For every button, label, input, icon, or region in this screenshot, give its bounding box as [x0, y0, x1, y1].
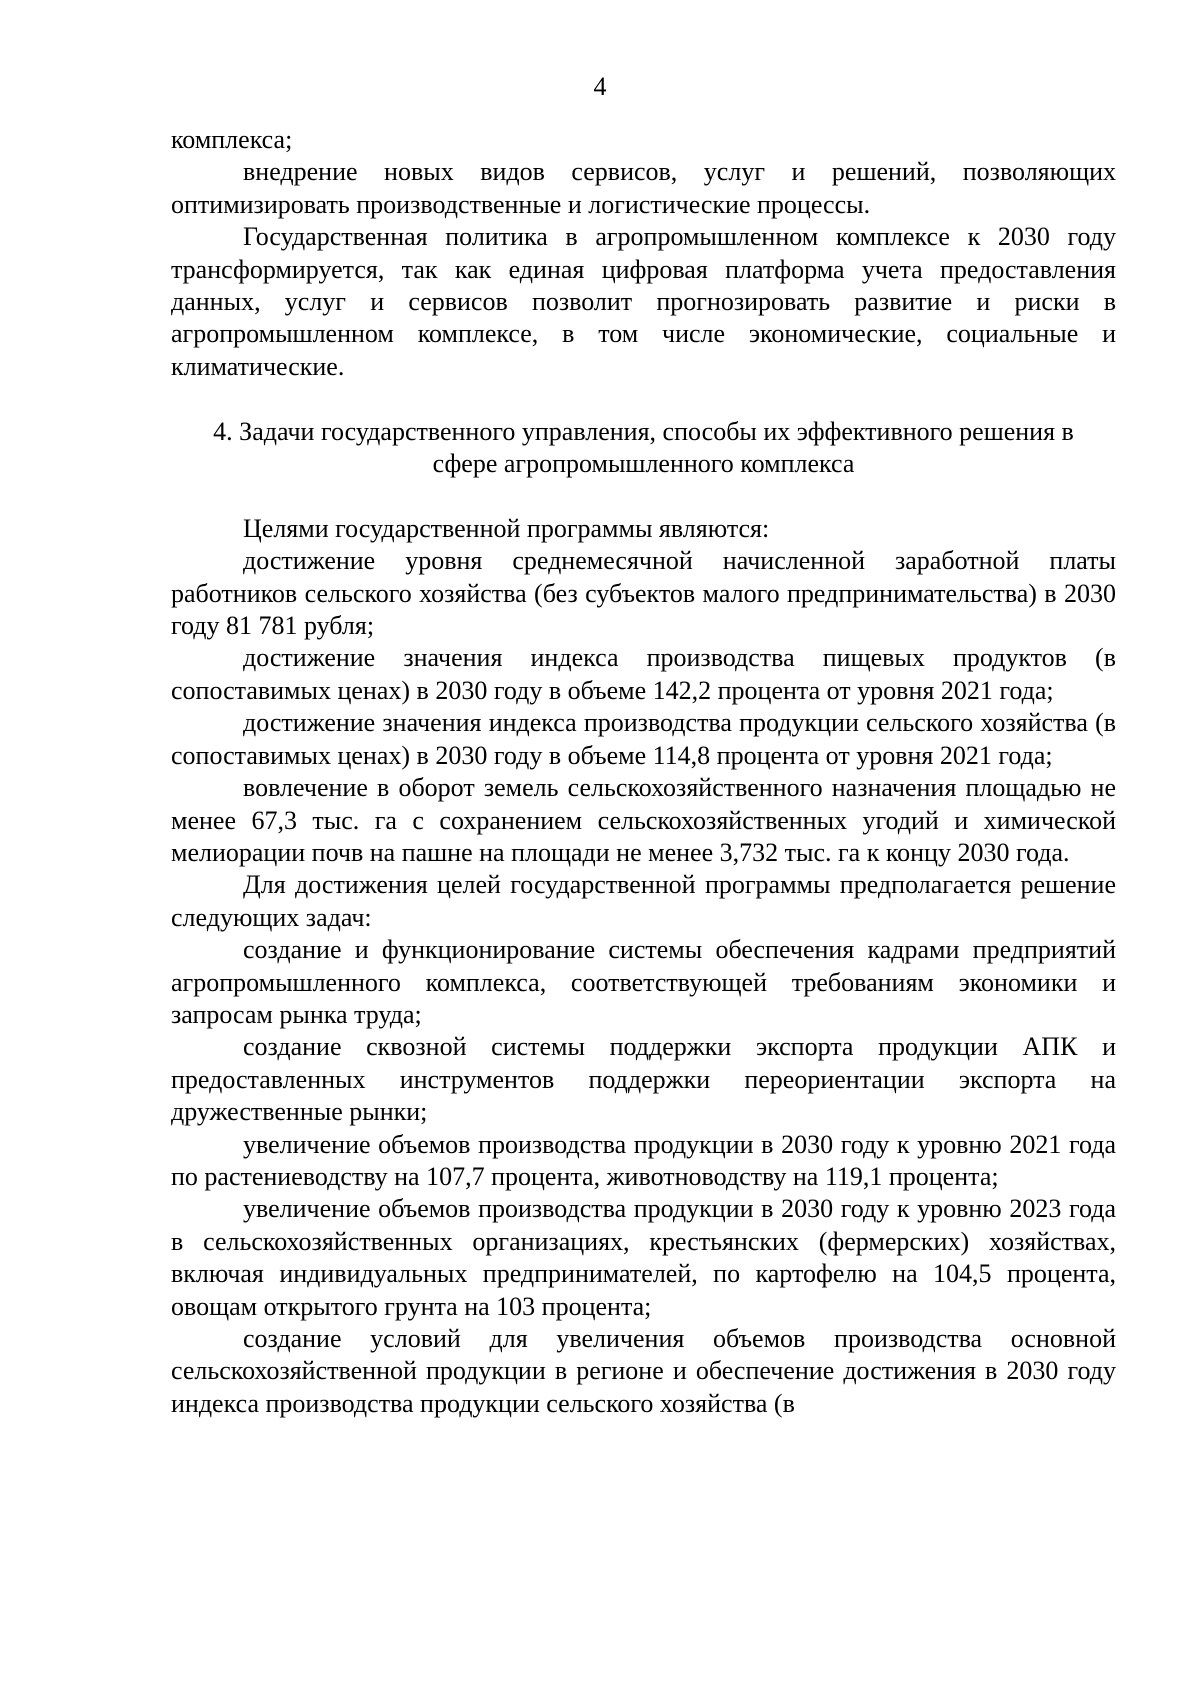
paragraph: внедрение новых видов сервисов, услуг и решений, позволяющих оптимизировать производственные и логистические процессы.: [171, 157, 1116, 219]
section-heading-line-2: сфере агропромышленного комплекса: [432, 449, 855, 479]
spacer: [171, 480, 1116, 512]
paragraph: Государственная политика в агропромышленном комплексе к 2030 году трансформируется, так как единая цифровая платформа учета предоставления данных, услуг и сервисов позволит прогнозировать развитие и риски в агропромышленном комплексе, в том числе экономические, социальные и климатические.: [171, 222, 1116, 381]
paragraph: увеличение объемов производства продукции в 2030 году к уровню 2023 года в сельскохозяйственных организациях, крестьянских (фермерских) хозяйствах, включая индивидуальных предпринимателей, по картофелю на 104,5 процента, овощам открытого грунта на 103 процента;: [171, 1194, 1116, 1321]
paragraph: создание и функционирование системы обеспечения кадрами предприятий агропромышленного комплекса, соответствующей требованиям экономики и запросам рынка труда;: [171, 935, 1116, 1029]
paragraph: Для достижения целей государственной программы предполагается решение следующих задач:: [171, 870, 1116, 932]
section-heading-line-1: 4. Задачи государственного управления, способы их эффективного решения в: [213, 416, 1074, 446]
paragraph: создание условий для увеличения объемов производства основной сельскохозяйственной продукции в регионе и обеспечение достижения в 2030 году индекса производства продукции сельского хозяйства (в: [171, 1324, 1116, 1418]
paragraph: увеличение объемов производства продукции в 2030 году к уровню 2021 года по растениеводству на 107,7 процента, животноводству на 119,1 процента;: [171, 1129, 1116, 1191]
paragraph: достижение значения индекса производства пищевых продуктов (в сопоставимых ценах) в 2030 году в объеме 142,2 процента от уровня 2021 года;: [171, 643, 1116, 705]
paragraph: достижение уровня среднемесячной начисленной заработной платы работников сельского хозяйства (без субъектов малого предпринимательства) в 2030 году 81 781 рубля;: [171, 546, 1116, 641]
page-number: 4: [593, 72, 607, 101]
document-body: [171, 124, 1116, 1420]
paragraph-continuation: комплекса;: [171, 125, 293, 154]
section-heading: [171, 416, 1116, 481]
paragraph: достижение значения индекса производства продукции сельского хозяйства (в сопоставимых ценах) в 2030 году в объеме 114,8 процента от уровня 2021 года;: [171, 708, 1116, 770]
paragraph: вовлечение в оборот земель сельскохозяйственного назначения площадью не менее 67,3 тыс. га с сохранением сельскохозяйственных угодий и химической мелиорации почв на пашне на площади не менее 3,732 тыс. га к концу 2030 года.: [171, 773, 1116, 867]
paragraph: Целями государственной программы являются:: [243, 513, 770, 543]
paragraph: создание сквозной системы поддержки экспорта продукции АПК и предоставленных инструментов поддержки переориентации экспорта на дружественные рынки;: [171, 1032, 1116, 1127]
spacer: [171, 383, 1116, 415]
